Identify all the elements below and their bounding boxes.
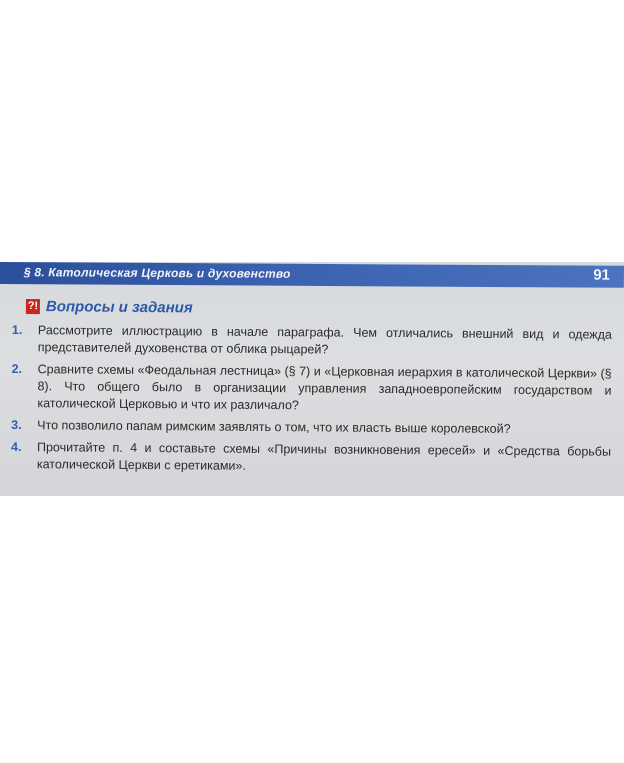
question-number: 3. bbox=[11, 417, 22, 433]
question-text: Сравните схемы «Феодальная лестница» (§ 7) и «Церковная иерархия в католической Церкви» (§ 8). Что общего было в организации управления западноевропейским государством и католической Церковью и что их различало? bbox=[37, 362, 612, 413]
question-number: 1. bbox=[11, 322, 23, 338]
running-header-title: § 8. Католическая Церковь и духовенство bbox=[23, 265, 291, 281]
textbook-page-photo bbox=[0, 262, 624, 496]
question-item bbox=[11, 417, 611, 439]
question-number: 4. bbox=[10, 439, 22, 455]
question-number: 2. bbox=[11, 361, 23, 377]
question-item bbox=[11, 361, 611, 417]
question-text: Прочитайте п. 4 и составьте схемы «Причины возникновения ересей» и «Средства борьбы католической Церкви с еретиками». bbox=[36, 440, 612, 473]
question-item bbox=[12, 322, 612, 361]
question-text: Рассмотрите иллюстрацию в начале параграфа. Чем отличались внешний вид и одежда представителей духовенства от облика рыцарей? bbox=[37, 323, 612, 357]
section-title: Вопросы и задания bbox=[45, 298, 193, 317]
running-header-bar bbox=[0, 262, 624, 288]
section-heading bbox=[26, 298, 193, 316]
page-number: 91 bbox=[593, 266, 610, 284]
question-text: Что позволило папам римским заявлять о том, что их власть выше королевской? bbox=[37, 418, 511, 436]
question-item bbox=[11, 439, 611, 478]
question-mark-icon: ?! bbox=[26, 299, 40, 314]
questions-list bbox=[11, 322, 612, 483]
